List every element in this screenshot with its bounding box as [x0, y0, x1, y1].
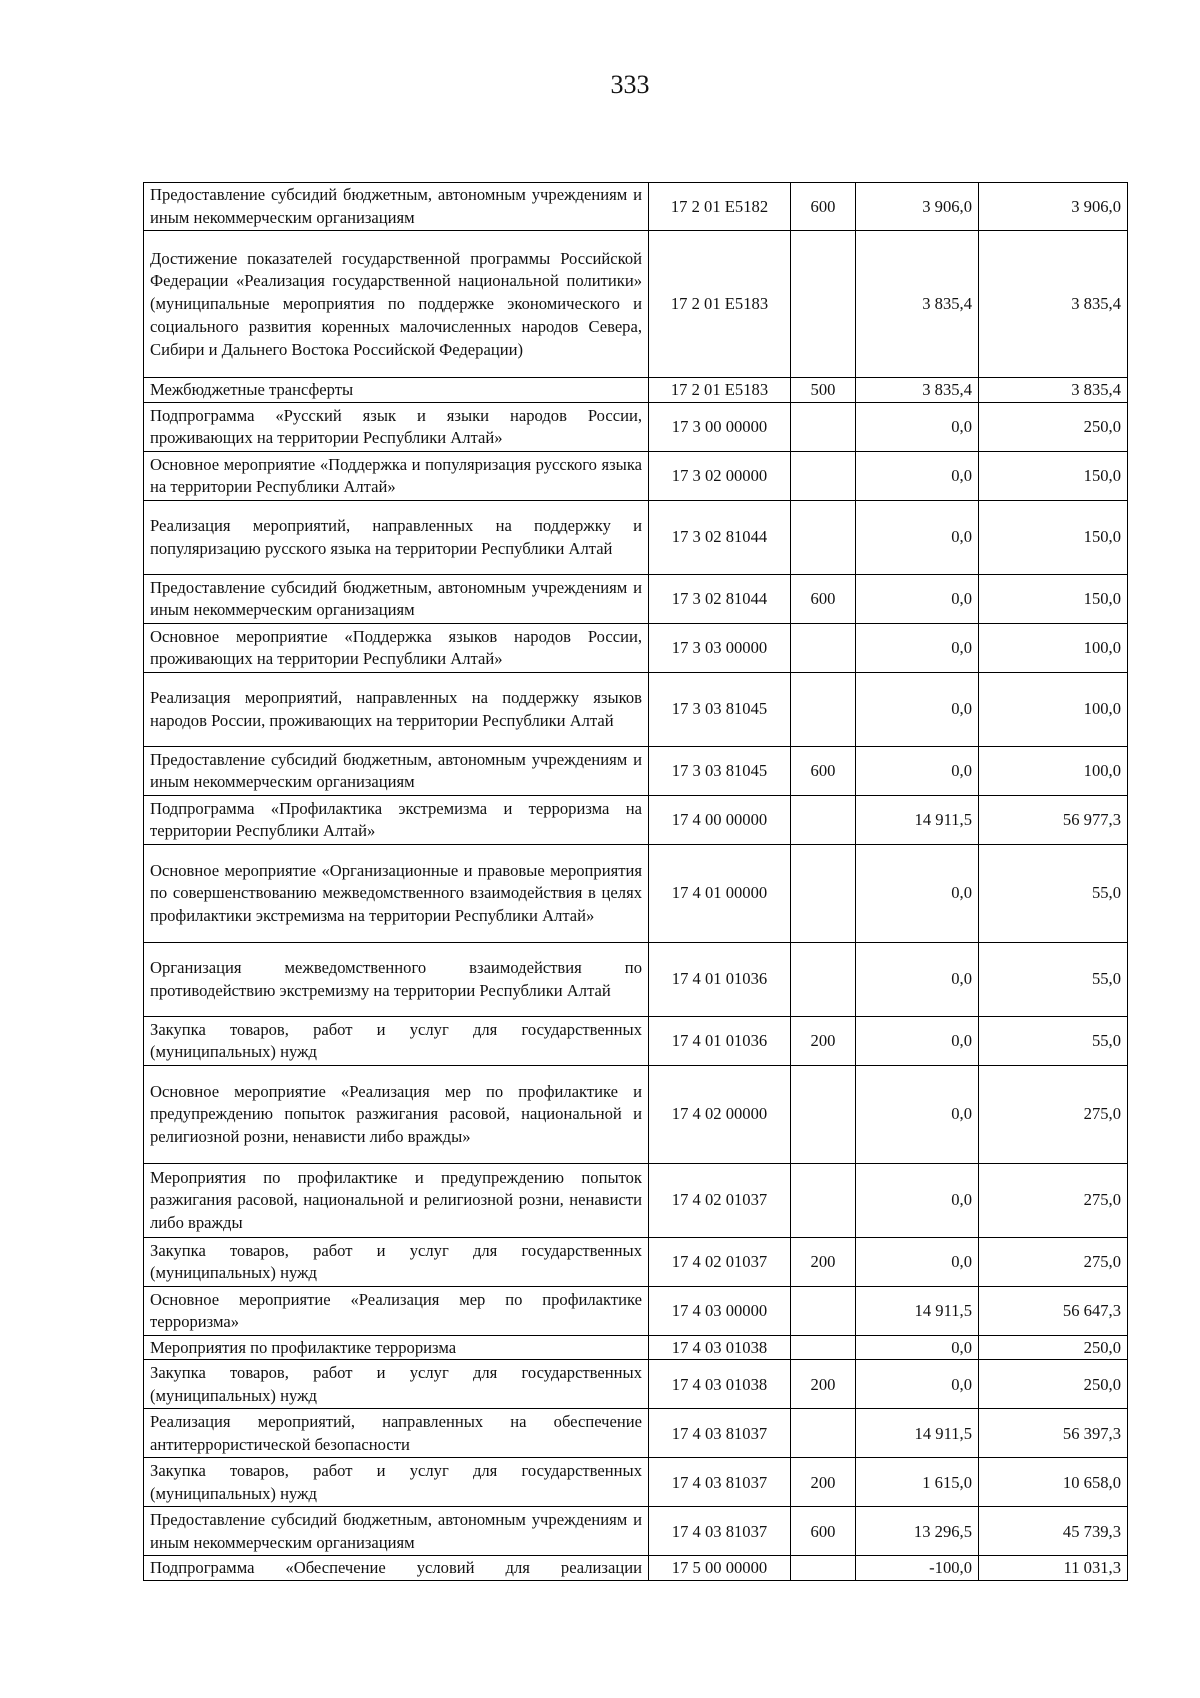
row-expense-type — [791, 1556, 856, 1581]
row-value-1: 3 835,4 — [856, 378, 979, 403]
row-expense-type — [791, 795, 856, 844]
row-name: Предоставление субсидий бюджетным, автономным учреждениям и иным некоммерческим организациям — [144, 746, 649, 795]
row-value-2: 10 658,0 — [979, 1458, 1128, 1507]
row-expense-type — [791, 1163, 856, 1237]
row-name: Предоставление субсидий бюджетным, автономным учреждениям и иным некоммерческим организациям — [144, 183, 649, 231]
table-row — [144, 1163, 1128, 1237]
row-value-1: 0,0 — [856, 746, 979, 795]
row-value-1: 0,0 — [856, 1016, 979, 1065]
row-name: Мероприятия по профилактике терроризма — [144, 1335, 649, 1360]
row-code: 17 4 03 01038 — [649, 1360, 791, 1409]
row-value-1: 13 296,5 — [856, 1507, 979, 1556]
table-row — [144, 1458, 1128, 1507]
row-value-2: 275,0 — [979, 1237, 1128, 1286]
row-expense-type — [791, 623, 856, 672]
row-expense-type — [791, 844, 856, 942]
table-row — [144, 1065, 1128, 1163]
row-value-1: 14 911,5 — [856, 1286, 979, 1335]
table-row — [144, 942, 1128, 1016]
table-row — [144, 574, 1128, 623]
row-name: Предоставление субсидий бюджетным, автономным учреждениям и иным некоммерческим организациям — [144, 574, 649, 623]
row-value-2: 3 835,4 — [979, 231, 1128, 378]
row-name: Организация межведомственного взаимодействия по противодействию экстремизму на территории Республики Алтай — [144, 942, 649, 1016]
row-value-1: 0,0 — [856, 1360, 979, 1409]
row-name: Закупка товаров, работ и услуг для государственных (муниципальных) нужд — [144, 1016, 649, 1065]
row-value-1: 1 615,0 — [856, 1458, 979, 1507]
row-expense-type — [791, 500, 856, 574]
row-value-1: -100,0 — [856, 1556, 979, 1581]
row-value-2: 55,0 — [979, 844, 1128, 942]
row-name: Предоставление субсидий бюджетным, автономным учреждениям и иным некоммерческим организациям — [144, 1507, 649, 1556]
row-name: Межбюджетные трансферты — [144, 378, 649, 403]
row-expense-type — [791, 1286, 856, 1335]
row-code: 17 2 01 E5182 — [649, 183, 791, 231]
row-name: Закупка товаров, работ и услуг для государственных (муниципальных) нужд — [144, 1360, 649, 1409]
row-name: Основное мероприятие «Поддержка и популяризация русского языка на территории Республики Алтай» — [144, 451, 649, 500]
row-value-2: 150,0 — [979, 574, 1128, 623]
row-expense-type — [791, 1335, 856, 1360]
row-value-2: 100,0 — [979, 623, 1128, 672]
row-name: Подпрограмма «Русский язык и языки народов России, проживающих на территории Республики Алтай» — [144, 402, 649, 451]
table-row — [144, 1360, 1128, 1409]
row-expense-type: 200 — [791, 1458, 856, 1507]
row-code: 17 2 01 E5183 — [649, 378, 791, 403]
table-row — [144, 231, 1128, 378]
row-expense-type — [791, 942, 856, 1016]
row-name: Подпрограмма «Обеспечение условий для реализации — [144, 1556, 649, 1581]
row-value-2: 250,0 — [979, 402, 1128, 451]
row-code: 17 3 00 00000 — [649, 402, 791, 451]
row-value-1: 3 906,0 — [856, 183, 979, 231]
row-value-2: 55,0 — [979, 1016, 1128, 1065]
row-code: 17 2 01 E5183 — [649, 231, 791, 378]
row-code: 17 4 02 01037 — [649, 1163, 791, 1237]
table-row — [144, 746, 1128, 795]
row-value-2: 275,0 — [979, 1163, 1128, 1237]
table-row — [144, 500, 1128, 574]
row-name: Основное мероприятие «Реализация мер по профилактике и предупреждению попыток разжигания расовой, национальной и религиозной розни, ненависти либо вражды» — [144, 1065, 649, 1163]
row-value-1: 0,0 — [856, 500, 979, 574]
row-name: Основное мероприятие «Поддержка языков народов России, проживающих на территории Республики Алтай» — [144, 623, 649, 672]
row-value-2: 3 835,4 — [979, 378, 1128, 403]
row-name: Закупка товаров, работ и услуг для государственных (муниципальных) нужд — [144, 1458, 649, 1507]
row-value-2: 150,0 — [979, 500, 1128, 574]
row-value-1: 0,0 — [856, 672, 979, 746]
row-value-2: 250,0 — [979, 1335, 1128, 1360]
row-code: 17 4 03 81037 — [649, 1458, 791, 1507]
row-code: 17 4 03 81037 — [649, 1507, 791, 1556]
row-value-2: 250,0 — [979, 1360, 1128, 1409]
row-value-1: 0,0 — [856, 1065, 979, 1163]
row-code: 17 4 03 00000 — [649, 1286, 791, 1335]
row-code: 17 4 02 01037 — [649, 1237, 791, 1286]
row-value-1: 0,0 — [856, 942, 979, 1016]
row-expense-type — [791, 402, 856, 451]
row-value-1: 14 911,5 — [856, 1409, 979, 1458]
row-value-2: 3 906,0 — [979, 183, 1128, 231]
row-name: Реализация мероприятий, направленных на обеспечение антитеррористической безопасности — [144, 1409, 649, 1458]
row-value-1: 0,0 — [856, 1237, 979, 1286]
page-number: 333 — [610, 70, 650, 99]
row-code: 17 3 02 81044 — [649, 574, 791, 623]
row-value-2: 11 031,3 — [979, 1556, 1128, 1581]
row-expense-type: 600 — [791, 183, 856, 231]
row-code: 17 4 00 00000 — [649, 795, 791, 844]
row-value-1: 0,0 — [856, 1335, 979, 1360]
row-expense-type: 600 — [791, 746, 856, 795]
row-value-2: 150,0 — [979, 451, 1128, 500]
row-name: Подпрограмма «Профилактика экстремизма и терроризма на территории Республики Алтай» — [144, 795, 649, 844]
row-expense-type: 600 — [791, 574, 856, 623]
table-row — [144, 1016, 1128, 1065]
row-name: Закупка товаров, работ и услуг для государственных (муниципальных) нужд — [144, 1237, 649, 1286]
row-code: 17 3 02 81044 — [649, 500, 791, 574]
row-code: 17 3 03 00000 — [649, 623, 791, 672]
row-name: Достижение показателей государственной программы Российской Федерации «Реализация государственной национальной политики» (муниципальные мероприятия по поддержке экономического и социального развития коренных малочисленных народов Севера, Сибири и Дальнего Востока Российской Федерации) — [144, 231, 649, 378]
row-value-2: 55,0 — [979, 942, 1128, 1016]
table-row — [144, 672, 1128, 746]
row-expense-type — [791, 672, 856, 746]
row-value-2: 100,0 — [979, 746, 1128, 795]
table-row — [144, 844, 1128, 942]
row-value-1: 0,0 — [856, 1163, 979, 1237]
table-row — [144, 1556, 1128, 1581]
row-code: 17 4 01 01036 — [649, 1016, 791, 1065]
row-value-1: 3 835,4 — [856, 231, 979, 378]
row-value-1: 0,0 — [856, 451, 979, 500]
row-value-2: 56 977,3 — [979, 795, 1128, 844]
row-expense-type: 600 — [791, 1507, 856, 1556]
table-row — [144, 183, 1128, 231]
row-value-1: 0,0 — [856, 623, 979, 672]
row-value-2: 56 647,3 — [979, 1286, 1128, 1335]
row-expense-type: 200 — [791, 1016, 856, 1065]
row-code: 17 3 03 81045 — [649, 672, 791, 746]
budget-table — [143, 182, 1128, 1581]
row-expense-type: 200 — [791, 1360, 856, 1409]
table-row — [144, 1507, 1128, 1556]
row-value-2: 56 397,3 — [979, 1409, 1128, 1458]
row-value-1: 0,0 — [856, 844, 979, 942]
row-value-2: 100,0 — [979, 672, 1128, 746]
row-name: Основное мероприятие «Организационные и правовые мероприятия по совершенствованию межведомственного взаимодействия в целях профилактики экстремизма на территории Республики Алтай» — [144, 844, 649, 942]
row-name: Реализация мероприятий, направленных на поддержку языков народов России, проживающих на территории Республики Алтай — [144, 672, 649, 746]
table-row — [144, 451, 1128, 500]
row-value-1: 14 911,5 — [856, 795, 979, 844]
row-expense-type — [791, 1065, 856, 1163]
row-name: Мероприятия по профилактике и предупреждению попыток разжигания расовой, национальной и религиозной розни, ненависти либо вражды — [144, 1163, 649, 1237]
row-value-2: 275,0 — [979, 1065, 1128, 1163]
table-row — [144, 1409, 1128, 1458]
row-code: 17 4 02 00000 — [649, 1065, 791, 1163]
table-row — [144, 795, 1128, 844]
row-expense-type — [791, 231, 856, 378]
row-expense-type — [791, 1409, 856, 1458]
row-code: 17 4 03 01038 — [649, 1335, 791, 1360]
table-row — [144, 1237, 1128, 1286]
row-code: 17 3 03 81045 — [649, 746, 791, 795]
row-value-2: 45 739,3 — [979, 1507, 1128, 1556]
row-code: 17 5 00 00000 — [649, 1556, 791, 1581]
row-code: 17 3 02 00000 — [649, 451, 791, 500]
table-row — [144, 402, 1128, 451]
table-row — [144, 1286, 1128, 1335]
row-value-1: 0,0 — [856, 574, 979, 623]
row-expense-type — [791, 451, 856, 500]
table-row — [144, 623, 1128, 672]
row-code: 17 4 01 00000 — [649, 844, 791, 942]
table-row — [144, 1335, 1128, 1360]
row-code: 17 4 01 01036 — [649, 942, 791, 1016]
row-code: 17 4 03 81037 — [649, 1409, 791, 1458]
row-expense-type: 500 — [791, 378, 856, 403]
row-expense-type: 200 — [791, 1237, 856, 1286]
row-name: Реализация мероприятий, направленных на поддержку и популяризацию русского языка на территории Республики Алтай — [144, 500, 649, 574]
table-row — [144, 378, 1128, 403]
row-name: Основное мероприятие «Реализация мер по профилактике терроризма» — [144, 1286, 649, 1335]
row-value-1: 0,0 — [856, 402, 979, 451]
